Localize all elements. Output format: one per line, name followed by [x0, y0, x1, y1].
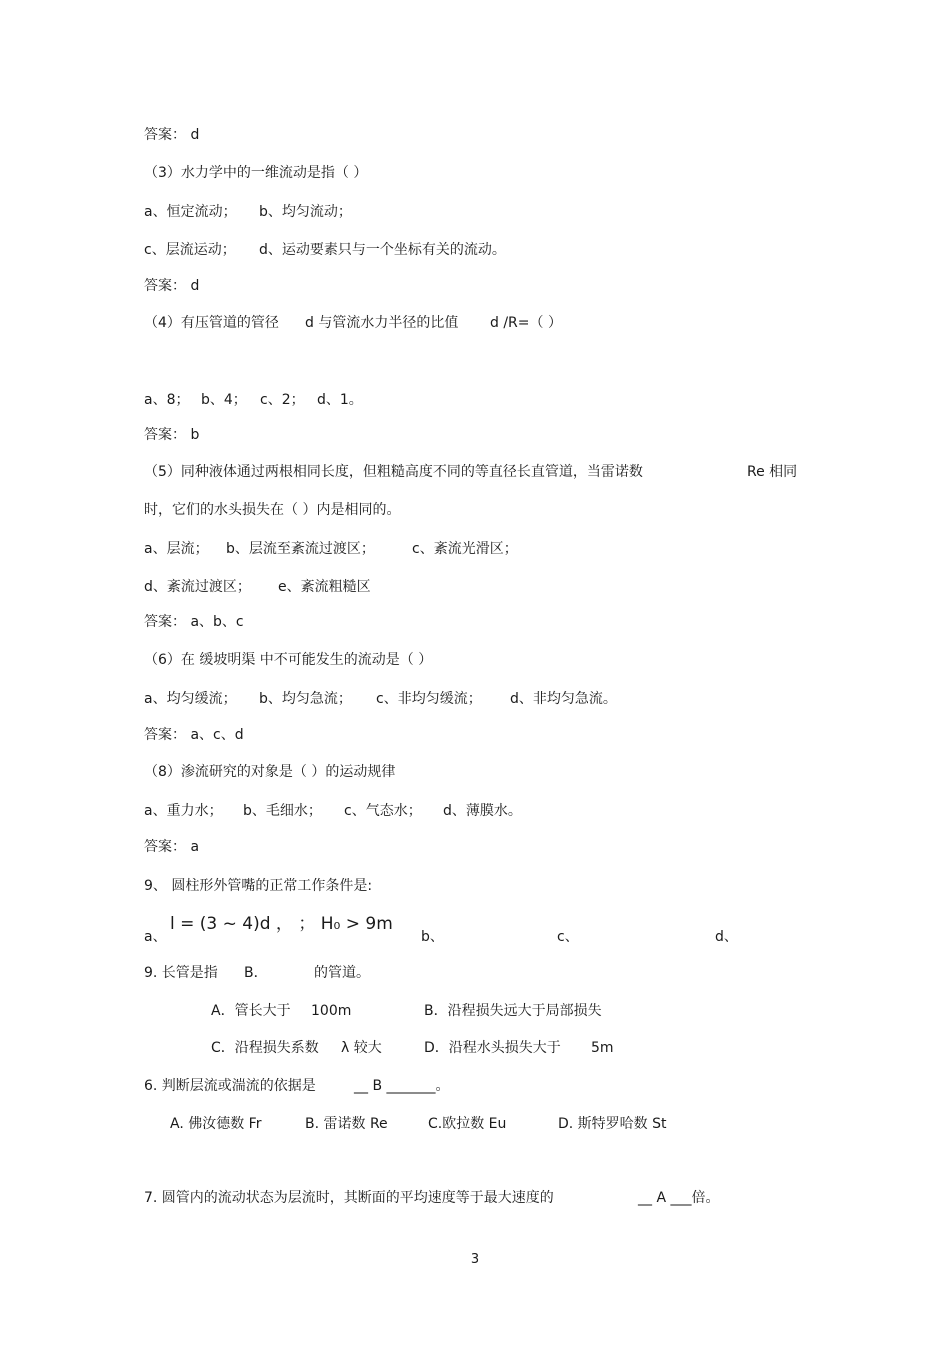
text-segment: 5m	[591, 1040, 614, 1056]
text-segment: c、气态水；	[344, 803, 422, 819]
text-segment: 答案： d	[144, 278, 200, 294]
text-segment: b、毛细水；	[243, 803, 322, 819]
text-segment: 7. 圆管内的流动状态为层流时，其断面的平均速度等于最大速度的	[144, 1190, 554, 1206]
text-segment: b、均匀流动；	[259, 204, 352, 220]
text-segment: a、恒定流动；	[144, 204, 237, 220]
text-segment: c、层流运动；	[144, 242, 236, 258]
text-segment: 时，它们的水头损失在（ ）内是相同的。	[144, 502, 401, 518]
text-segment: （4）有压管道的管径	[144, 315, 279, 331]
page-number: 3	[470, 1252, 480, 1267]
text-segment: 的管道。	[314, 965, 370, 981]
text-segment: （3）水力学中的一维流动是指（ ）	[144, 165, 368, 181]
text-segment: D. 斯特罗哈数 St	[558, 1116, 667, 1132]
text-segment: e、紊流粗糙区	[278, 579, 371, 595]
text-segment: d、1。	[317, 392, 363, 408]
text-segment: c、非均匀缓流；	[376, 691, 482, 707]
text-segment: B．沿程损失远大于局部损失	[424, 1003, 602, 1019]
text-segment: B. 雷诺数 Re	[305, 1116, 388, 1132]
text-segment: 答案： d	[144, 127, 200, 143]
text-segment: 9、 圆柱形外管嘴的正常工作条件是:	[144, 878, 373, 894]
text-segment: __ B _______。	[354, 1078, 450, 1094]
text-segment: （8）渗流研究的对象是（ ）的运动规律	[144, 764, 396, 780]
text-segment: 答案： a、c、d	[144, 727, 244, 743]
text-segment: d、	[715, 929, 738, 945]
text-segment: λ 较大	[341, 1040, 382, 1056]
text-segment: d、紊流过渡区；	[144, 579, 251, 595]
text-segment: __ A ___倍。	[638, 1190, 720, 1206]
text-segment: D．沿程水头损失大于	[424, 1040, 561, 1056]
text-segment: 答案： a、b、c	[144, 614, 244, 630]
text-segment: b、层流至紊流过渡区；	[226, 541, 375, 557]
text-segment: A．管长大于	[211, 1003, 291, 1019]
formula-option-a: l = (3 ~ 4)d ， ； H₀ > 9m	[170, 914, 393, 934]
text-segment: b、4；	[201, 392, 247, 408]
text-segment: a、层流；	[144, 541, 209, 557]
text-segment: b、	[421, 929, 444, 945]
text-segment: d、非均匀急流。	[510, 691, 617, 707]
text-segment: c、紊流光滑区；	[412, 541, 518, 557]
text-segment: （6）在 缓坡明渠 中不可能发生的流动是（ ）	[144, 652, 433, 668]
text-segment: C.欧拉数 Eu	[428, 1116, 507, 1132]
text-segment: c、2；	[260, 392, 305, 408]
text-segment: c、	[557, 929, 579, 945]
text-segment: 答案： b	[144, 427, 200, 443]
text-segment: b、均匀急流；	[259, 691, 352, 707]
text-segment: a、均匀缓流；	[144, 691, 237, 707]
text-segment: d、薄膜水。	[443, 803, 522, 819]
text-segment: d /R=（ ）	[490, 315, 562, 331]
text-segment: （5）同种液体通过两根相同长度，但粗糙高度不同的等直径长直管道，当雷诺数	[144, 464, 643, 480]
text-segment: 答案： a	[144, 839, 200, 855]
text-segment: 100m	[311, 1003, 352, 1019]
text-segment: d、运动要素只与一个坐标有关的流动。	[259, 242, 506, 258]
text-segment: a、	[144, 929, 167, 945]
text-segment: B．	[244, 965, 268, 981]
text-segment: 9. 长管是指	[144, 965, 218, 981]
text-segment: C．沿程损失系数	[211, 1040, 319, 1056]
text-segment: A. 佛汝德数 Fr	[170, 1116, 262, 1132]
text-segment: a、8；	[144, 392, 190, 408]
text-segment: a、重力水；	[144, 803, 223, 819]
text-segment: 6. 判断层流或湍流的依据是	[144, 1078, 316, 1094]
text-segment: Re 相同	[747, 464, 798, 480]
text-segment: d 与管流水力半径的比值	[305, 315, 459, 331]
